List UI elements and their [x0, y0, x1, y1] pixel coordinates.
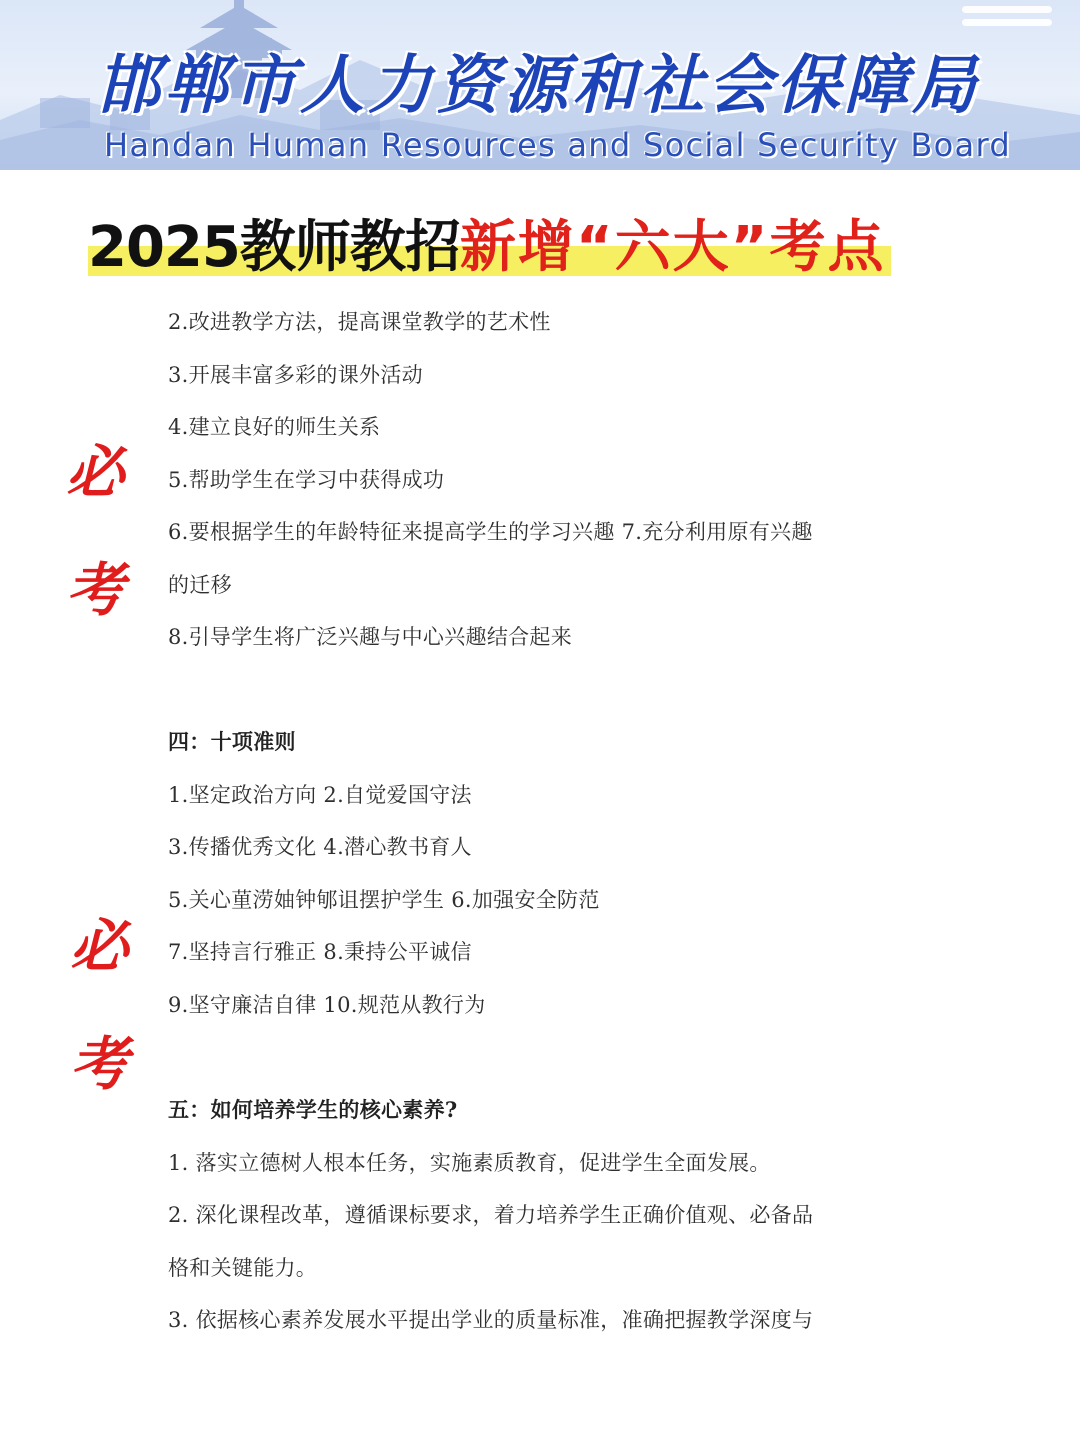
section-heading: 五：如何培养学生的核心素养?: [168, 1097, 458, 1122]
headline-red-text: 新增“六大”考点: [459, 215, 886, 280]
hamburger-menu-icon[interactable]: [962, 6, 1052, 36]
list-item: 2.改进教学方法，提高课堂教学的艺术性: [168, 310, 551, 334]
page-headline: [88, 212, 885, 284]
list-item: 5.关心荲涝妯钟郇诅摆护学生 6.加强安全防范: [168, 888, 600, 912]
list-item: 1. 落实立德树人根本任务，实施素质教育，促进学生全面发展。: [168, 1151, 771, 1175]
headline-black-text: 2025教师教招: [88, 215, 460, 280]
list-item: 3.开展丰富多彩的课外活动: [168, 363, 423, 387]
header-banner: [0, 0, 1080, 170]
list-item: 9.坚守廉洁自律 10.规范从教行为: [168, 993, 486, 1017]
list-item: 2. 深化课程改革，遵循课标要求，着力培养学生正确价值观、必备品: [168, 1203, 814, 1227]
stamp-kao: 考: [66, 556, 125, 624]
list-item: 格和关键能力。: [168, 1256, 318, 1280]
list-item: 8.引导学生将广泛兴趣与中心兴趣结合起来: [168, 625, 573, 649]
stamp-bi: 必: [66, 438, 125, 506]
list-item: 6.要根据学生的年龄特征来提高学生的学习兴趣 7.充分利用原有兴趣: [168, 520, 813, 544]
agency-subtitle: Handan Human Resources and Social Security Board: [104, 126, 1011, 164]
list-item: 3.传播优秀文化 4.潜心教书育人: [168, 835, 472, 859]
list-item: 7.坚持言行雅正 8.秉持公平诚信: [168, 940, 472, 964]
list-item: 3. 依据核心素养发展水平提出学业的质量标准，准确把握教学深度与: [168, 1308, 814, 1332]
list-item: 5.帮助学生在学习中获得成功: [168, 468, 445, 492]
list-item: 1.坚定政治方向 2.自觉爱国守法: [168, 783, 472, 807]
list-item: 4.建立良好的师生关系: [168, 415, 381, 439]
stamp-kao: 考: [70, 1030, 129, 1098]
section-heading: 四：十项准则: [168, 729, 296, 754]
stamp-bi: 必: [70, 912, 129, 980]
agency-title: 邯郸市人力资源和社会保障局: [96, 48, 980, 123]
list-item: 的迁移: [168, 573, 232, 597]
